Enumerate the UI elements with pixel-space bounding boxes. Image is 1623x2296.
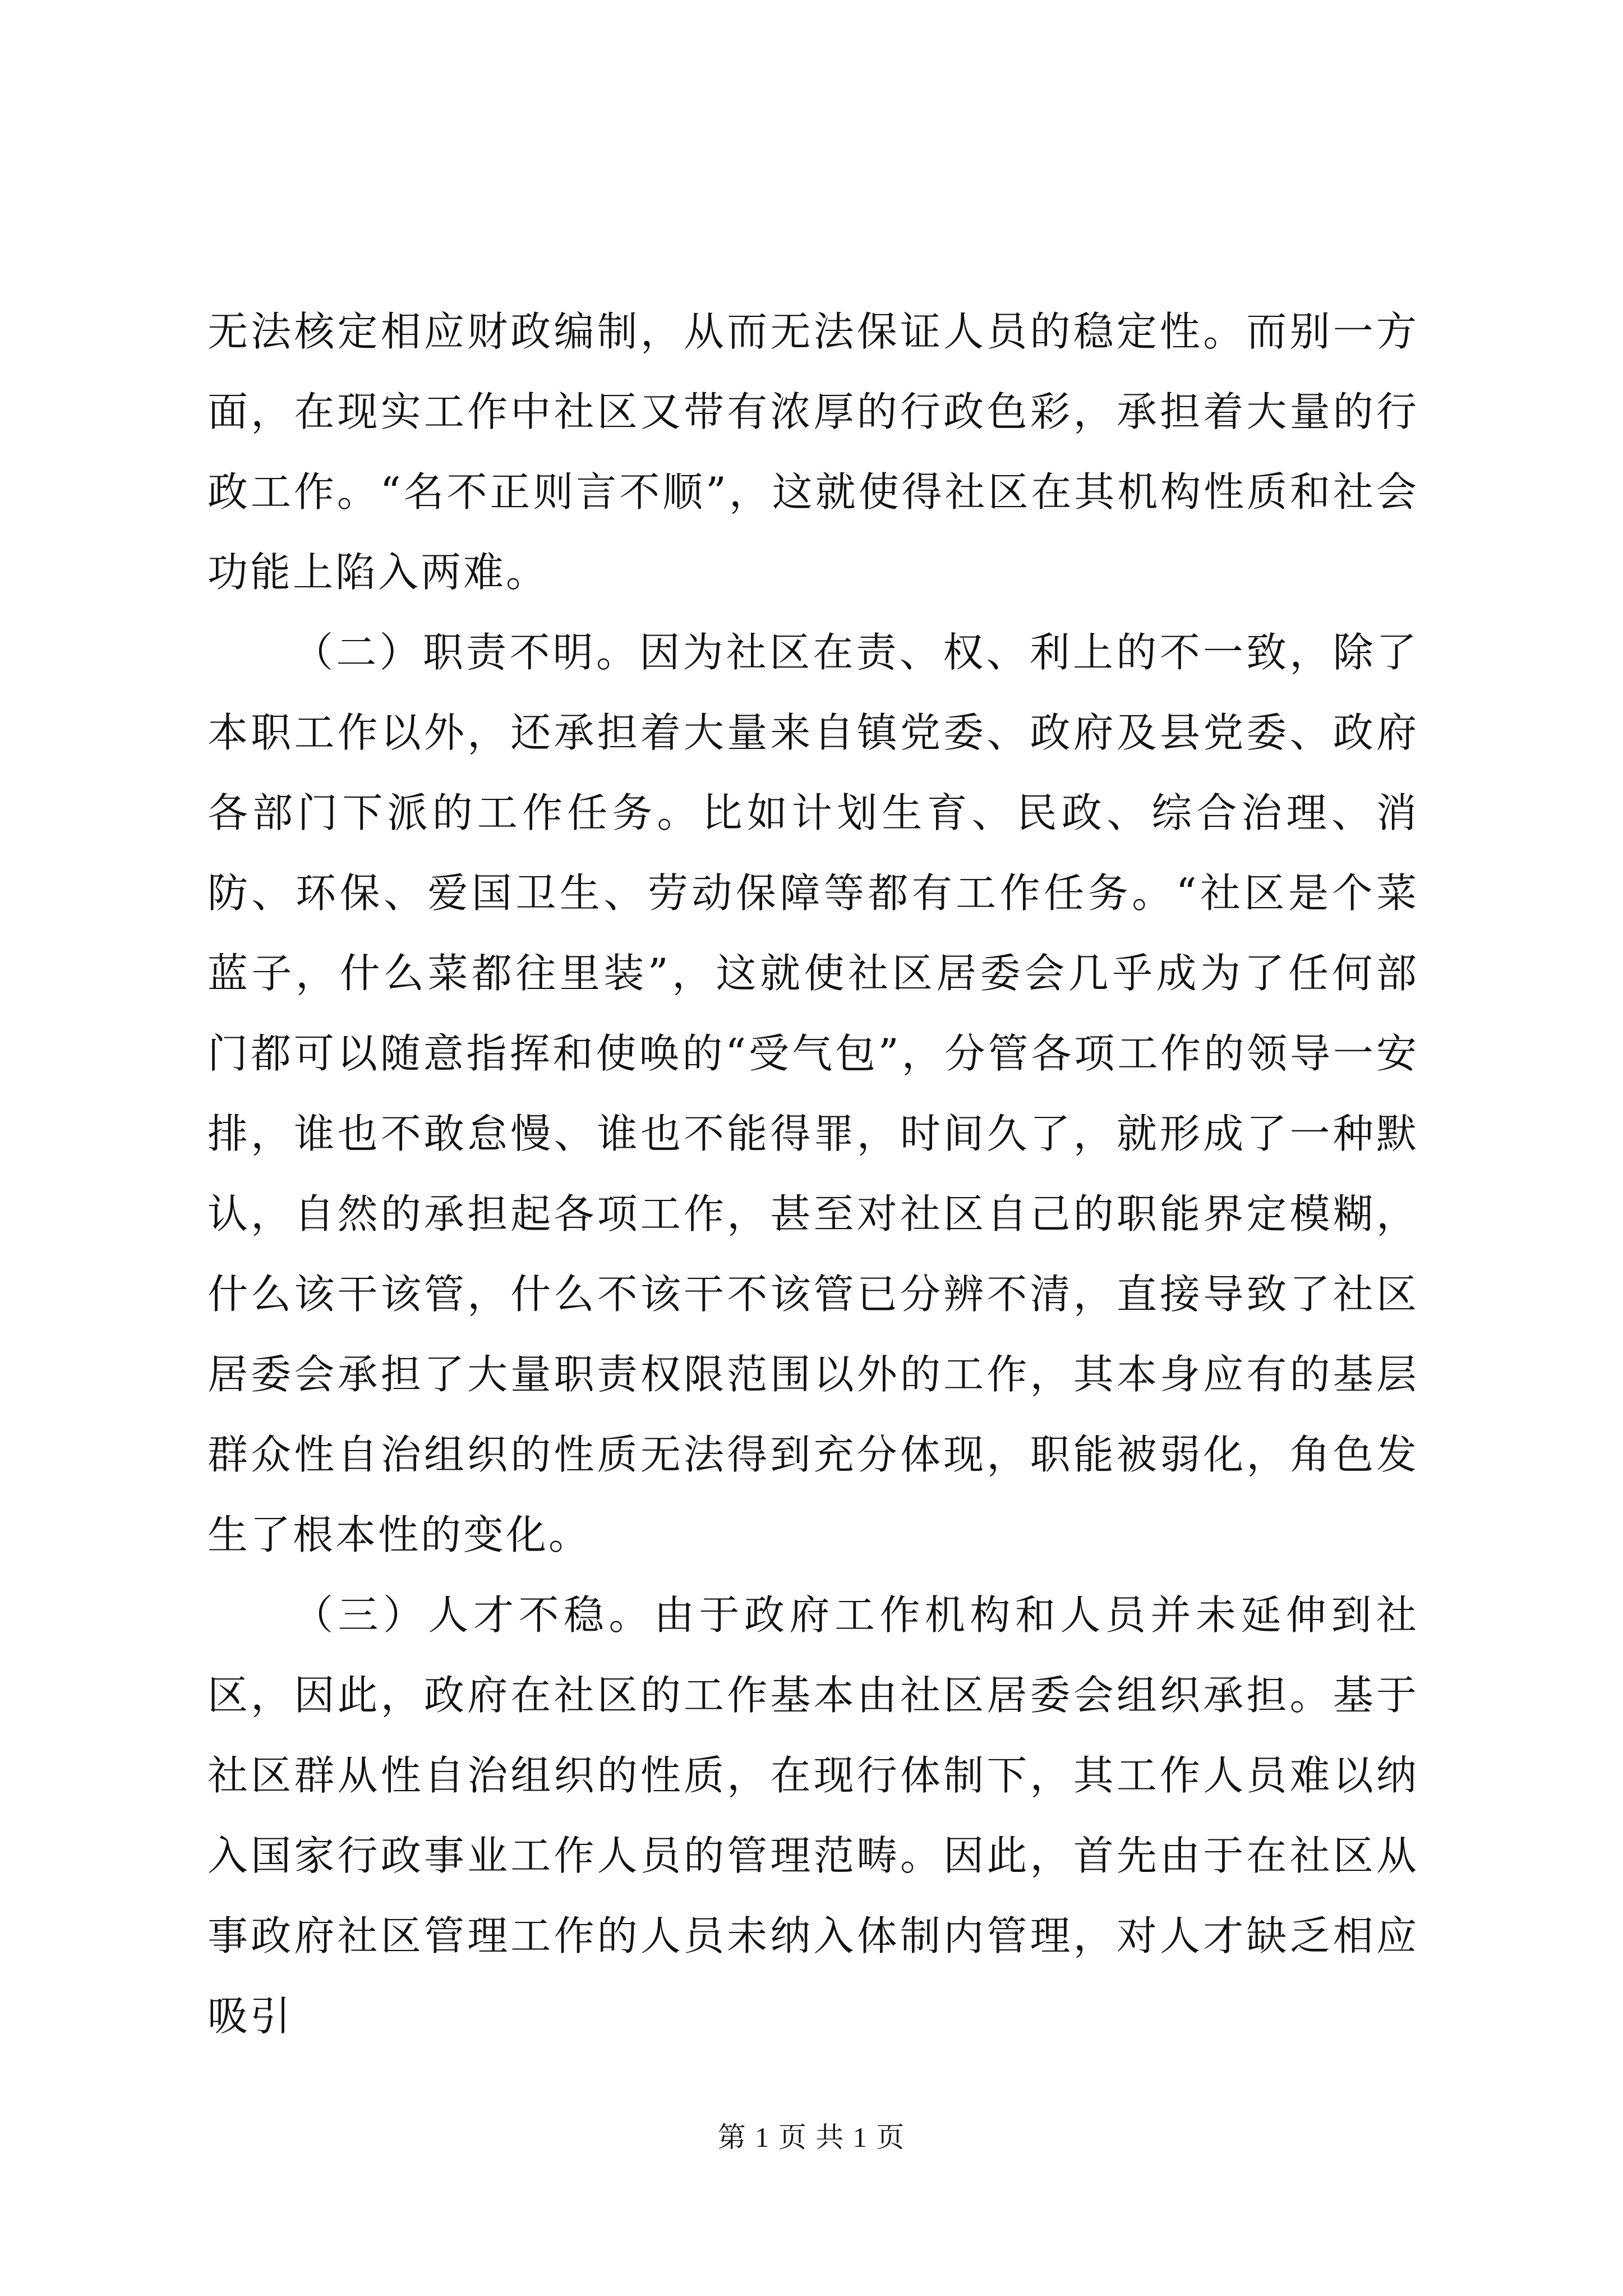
page-footer: 第 1 页 共 1 页 [717, 2122, 906, 2153]
paragraph-responsibility-unclear: （二）职责不明。因为社区在责、权、利上的不一致，除了本职工作以外，还承担着大量来自镇党委、政府及县党委、政府各部门下派的工作任务。比如计划生育、民政、综合治理、消防、环保、爱国卫生、劳动保障等都有工作任务。“社区是个菜蓝子，什么菜都往里装”，这就使社区居委会几乎成为了任何部门都可以随意指挥和使唤的“受气包”，分管各项工作的领导一安排，谁也不敢怠慢、谁也不能得罪，时间久了，就形成了一种默认，自然的承担起各项工作，甚至对社区自己的职能界定模糊，什么该干该管，什么不该干不该管已分辨不清，直接导致了社区居委会承担了大量职责权限范围以外的工作，其本身应有的基层群众性自治组织的性质无法得到充分体现，职能被弱化，角色发生了根本性的变化。 [208, 629, 1419, 1558]
paragraph-continuation: 无法核定相应财政编制，从而无法保证人员的稳定性。而别一方面，在现实工作中社区又带有浓厚的行政色彩，承担着大量的行政工作。“名不正则言不顺”，这就使得社区在其机构性质和社会功能上陷入两难。 [208, 308, 1419, 596]
paragraph-talent-unstable: （三）人才不稳。由于政府工作机构和人员并未延伸到社区，因此，政府在社区的工作基本由社区居委会组织承担。基于社区群从性自治组织的性质，在现行体制下，其工作人员难以纳入国家行政事业工作人员的管理范畴。因此，首先由于在社区从事政府社区管理工作的人员未纳入体制内管理，对人才缺乏相应吸引 [208, 1591, 1419, 2040]
document-body [208, 292, 1419, 2056]
